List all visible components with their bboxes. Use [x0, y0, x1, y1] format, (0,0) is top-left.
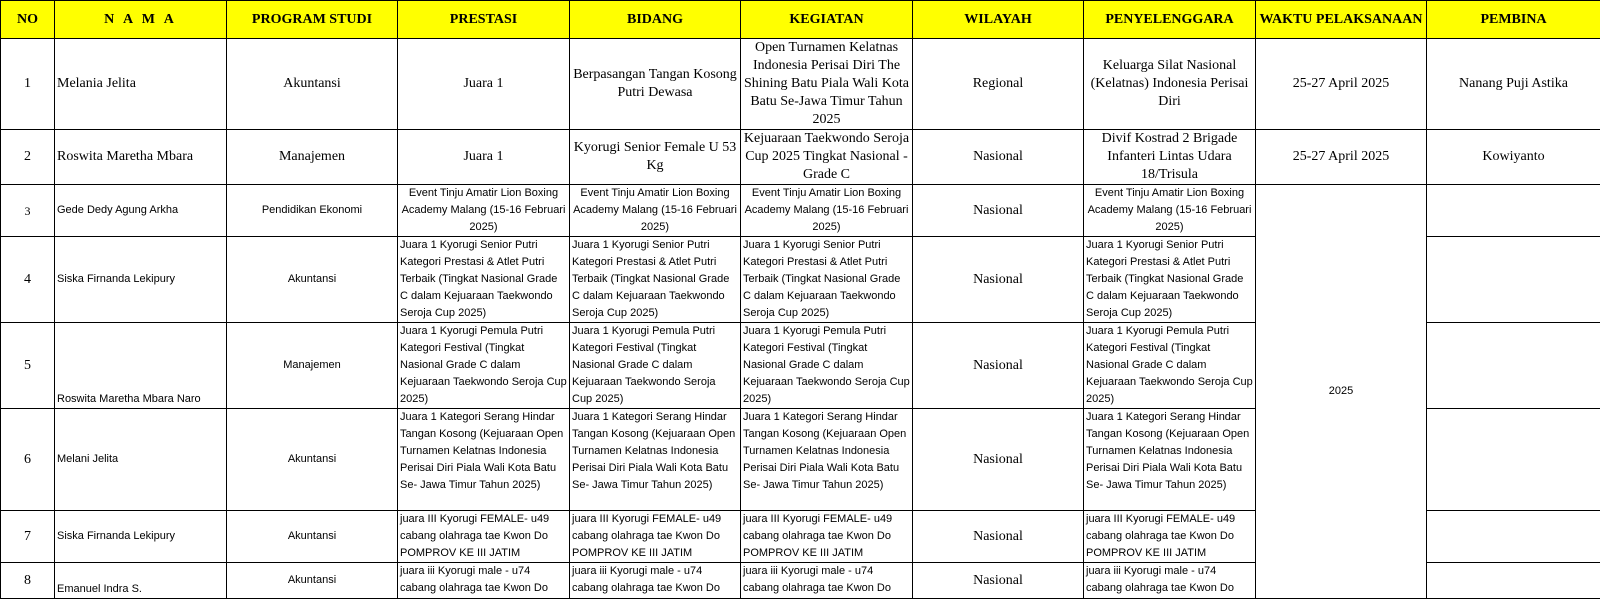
- cell-penyelenggara: Divif Kostrad 2 Brigade Infanteri Lintas Udara 18/Trisula: [1084, 130, 1256, 185]
- cell-bidang: Juara 1 Kategori Serang Hindar Tangan Kosong (Kejuaraan Open Turnamen Kelatnas Indonesia Perisai Diri Piala Wali Kota Batu Se- Jawa Timur Tahun 2025): [570, 409, 741, 511]
- cell-wilayah: Nasional: [913, 237, 1084, 323]
- cell-prestasi: juara III Kyorugi FEMALE- u49 cabang olahraga tae Kwon Do POMPROV KE III JATIM: [398, 511, 570, 563]
- header-kegiatan: KEGIATAN: [741, 1, 913, 39]
- header-program-studi: PROGRAM STUDI: [227, 1, 398, 39]
- cell-pembina: [1427, 409, 1600, 511]
- cell-prestasi: Juara 1 Kategori Serang Hindar Tangan Kosong (Kejuaraan Open Turnamen Kelatnas Indonesia Perisai Diri Piala Wali Kota Batu Se- Jawa Timur Tahun 2025): [398, 409, 570, 511]
- cell-program-studi: Manajemen: [227, 323, 398, 409]
- cell-kegiatan: Event Tinju Amatir Lion Boxing Academy Malang (15-16 Februari 2025): [741, 185, 913, 237]
- cell-penyelenggara: Keluarga Silat Nasional (Kelatnas) Indonesia Perisai Diri: [1084, 39, 1256, 130]
- cell-bidang: juara III Kyorugi FEMALE- u49 cabang olahraga tae Kwon Do POMPROV KE III JATIM: [570, 511, 741, 563]
- cell-program-studi: Akuntansi: [227, 39, 398, 130]
- cell-bidang: Juara 1 Kyorugi Senior Putri Kategori Prestasi & Atlet Putri Terbaik (Tingkat Nasional Grade C dalam Kejuaraan Taekwondo Seroja Cup 2025): [570, 237, 741, 323]
- cell-pembina: [1427, 237, 1600, 323]
- cell-prestasi: juara iii Kyorugi male - u74 cabang olahraga tae Kwon Do: [398, 563, 570, 599]
- cell-nama: Emanuel Indra S.: [55, 563, 227, 599]
- cell-bidang: Event Tinju Amatir Lion Boxing Academy Malang (15-16 Februari 2025): [570, 185, 741, 237]
- cell-bidang: juara iii Kyorugi male - u74 cabang olahraga tae Kwon Do: [570, 563, 741, 599]
- header-nama: N A M A: [55, 1, 227, 39]
- cell-no: 8: [1, 563, 55, 599]
- cell-kegiatan: juara iii Kyorugi male - u74 cabang olahraga tae Kwon Do: [741, 563, 913, 599]
- cell-no: 7: [1, 511, 55, 563]
- cell-pembina: [1427, 185, 1600, 237]
- header-pembina: PEMBINA: [1427, 1, 1600, 39]
- cell-prestasi: Juara 1: [398, 39, 570, 130]
- cell-bidang: Berpasangan Tangan Kosong Putri Dewasa: [570, 39, 741, 130]
- cell-wilayah: Nasional: [913, 563, 1084, 599]
- cell-no: 4: [1, 237, 55, 323]
- cell-penyelenggara: juara III Kyorugi FEMALE- u49 cabang olahraga tae Kwon Do POMPROV KE III JATIM: [1084, 511, 1256, 563]
- cell-waktu: [1427, 563, 1600, 599]
- cell-wilayah: Regional: [913, 39, 1084, 130]
- cell-nama: Melania Jelita: [55, 39, 227, 130]
- header-bidang: BIDANG: [570, 1, 741, 39]
- cell-wilayah: Nasional: [913, 323, 1084, 409]
- cell-bidang: Kyorugi Senior Female U 53 Kg: [570, 130, 741, 185]
- cell-kegiatan: Open Turnamen Kelatnas Indonesia Perisai Diri The Shining Batu Piala Wali Kota Batu Se-Jawa Timur Tahun 2025: [741, 39, 913, 130]
- cell-program-studi: Akuntansi: [227, 409, 398, 511]
- cell-penyelenggara: Juara 1 Kyorugi Senior Putri Kategori Prestasi & Atlet Putri Terbaik (Tingkat Nasional Grade C dalam Kejuaraan Taekwondo Seroja Cup 2025): [1084, 237, 1256, 323]
- cell-prestasi: Event Tinju Amatir Lion Boxing Academy Malang (15-16 Februari 2025): [398, 185, 570, 237]
- cell-prestasi: Juara 1: [398, 130, 570, 185]
- cell-kegiatan: Juara 1 Kyorugi Pemula Putri Kategori Festival (Tingkat Nasional Grade C dalam Kejuaraan Taekwondo Seroja Cup 2025): [741, 323, 913, 409]
- cell-kegiatan: Kejuaraan Taekwondo Seroja Cup 2025 Tingkat Nasional - Grade C: [741, 130, 913, 185]
- cell-waktu: 25-27 April 2025: [1256, 39, 1427, 130]
- cell-no: 3: [1, 185, 55, 237]
- header-prestasi: PRESTASI: [398, 1, 570, 39]
- header-waktu: WAKTU PELAKSANAAN: [1256, 1, 1427, 39]
- table-row: [1, 185, 1600, 237]
- header-penyelenggara: PENYELENGGARA: [1084, 1, 1256, 39]
- cell-waktu: 25-27 April 2025: [1256, 130, 1427, 185]
- cell-prestasi: Juara 1 Kyorugi Pemula Putri Kategori Festival (Tingkat Nasional Grade C dalam Kejuaraan Taekwondo Seroja Cup 2025): [398, 323, 570, 409]
- cell-wilayah: Nasional: [913, 511, 1084, 563]
- header-no: NO: [1, 1, 55, 39]
- header-wilayah: WILAYAH: [913, 1, 1084, 39]
- cell-wilayah: Nasional: [913, 130, 1084, 185]
- cell-program-studi: Akuntansi: [227, 237, 398, 323]
- cell-kegiatan: juara III Kyorugi FEMALE- u49 cabang olahraga tae Kwon Do POMPROV KE III JATIM: [741, 511, 913, 563]
- cell-wilayah: Nasional: [913, 185, 1084, 237]
- cell-pembina: Nanang Puji Astika: [1427, 39, 1600, 130]
- cell-pembina: [1427, 511, 1600, 563]
- cell-pembina: Kowiyanto: [1427, 130, 1600, 185]
- cell-no: 5: [1, 323, 55, 409]
- table-row: [1, 39, 1600, 130]
- cell-nama: Siska Firnanda Lekipury: [55, 237, 227, 323]
- cell-penyelenggara: Juara 1 Kyorugi Pemula Putri Kategori Festival (Tingkat Nasional Grade C dalam Kejuaraan Taekwondo Seroja Cup 2025): [1084, 323, 1256, 409]
- header-row: [1, 1, 1600, 39]
- cell-kegiatan: Juara 1 Kategori Serang Hindar Tangan Kosong (Kejuaraan Open Turnamen Kelatnas Indonesia Perisai Diri Piala Wali Kota Batu Se- Jawa Timur Tahun 2025): [741, 409, 913, 511]
- cell-pembina: [1427, 323, 1600, 409]
- cell-no: 2: [1, 130, 55, 185]
- cell-program-studi: Akuntansi: [227, 563, 398, 599]
- cell-bidang: Juara 1 Kyorugi Pemula Putri Kategori Festival (Tingkat Nasional Grade C dalam Kejuaraan Taekwondo Seroja Cup 2025): [570, 323, 741, 409]
- cell-penyelenggara: juara iii Kyorugi male - u74 cabang olahraga tae Kwon Do: [1084, 563, 1256, 599]
- cell-program-studi: Akuntansi: [227, 511, 398, 563]
- cell-prestasi: Juara 1 Kyorugi Senior Putri Kategori Prestasi & Atlet Putri Terbaik (Tingkat Nasional Grade C dalam Kejuaraan Taekwondo Seroja Cup 2025): [398, 237, 570, 323]
- cell-penyelenggara: Juara 1 Kategori Serang Hindar Tangan Kosong (Kejuaraan Open Turnamen Kelatnas Indonesia Perisai Diri Piala Wali Kota Batu Se- Jawa Timur Tahun 2025): [1084, 409, 1256, 511]
- cell-nama: Gede Dedy Agung Arkha: [55, 185, 227, 237]
- cell-nama: Roswita Maretha Mbara: [55, 130, 227, 185]
- cell-no: 1: [1, 39, 55, 130]
- cell-no: 6: [1, 409, 55, 511]
- cell-nama: Melani Jelita: [55, 409, 227, 511]
- cell-waktu-merged: 2025: [1256, 185, 1427, 599]
- cell-program-studi: Manajemen: [227, 130, 398, 185]
- table-row: [1, 130, 1600, 185]
- cell-wilayah: Nasional: [913, 409, 1084, 511]
- cell-nama: Siska Firnanda Lekipury: [55, 511, 227, 563]
- cell-penyelenggara: Event Tinju Amatir Lion Boxing Academy Malang (15-16 Februari 2025): [1084, 185, 1256, 237]
- cell-nama: Roswita Maretha Mbara Naro: [55, 323, 227, 409]
- cell-program-studi: Pendidikan Ekonomi: [227, 185, 398, 237]
- cell-kegiatan: Juara 1 Kyorugi Senior Putri Kategori Prestasi & Atlet Putri Terbaik (Tingkat Nasional Grade C dalam Kejuaraan Taekwondo Seroja Cup 2025): [741, 237, 913, 323]
